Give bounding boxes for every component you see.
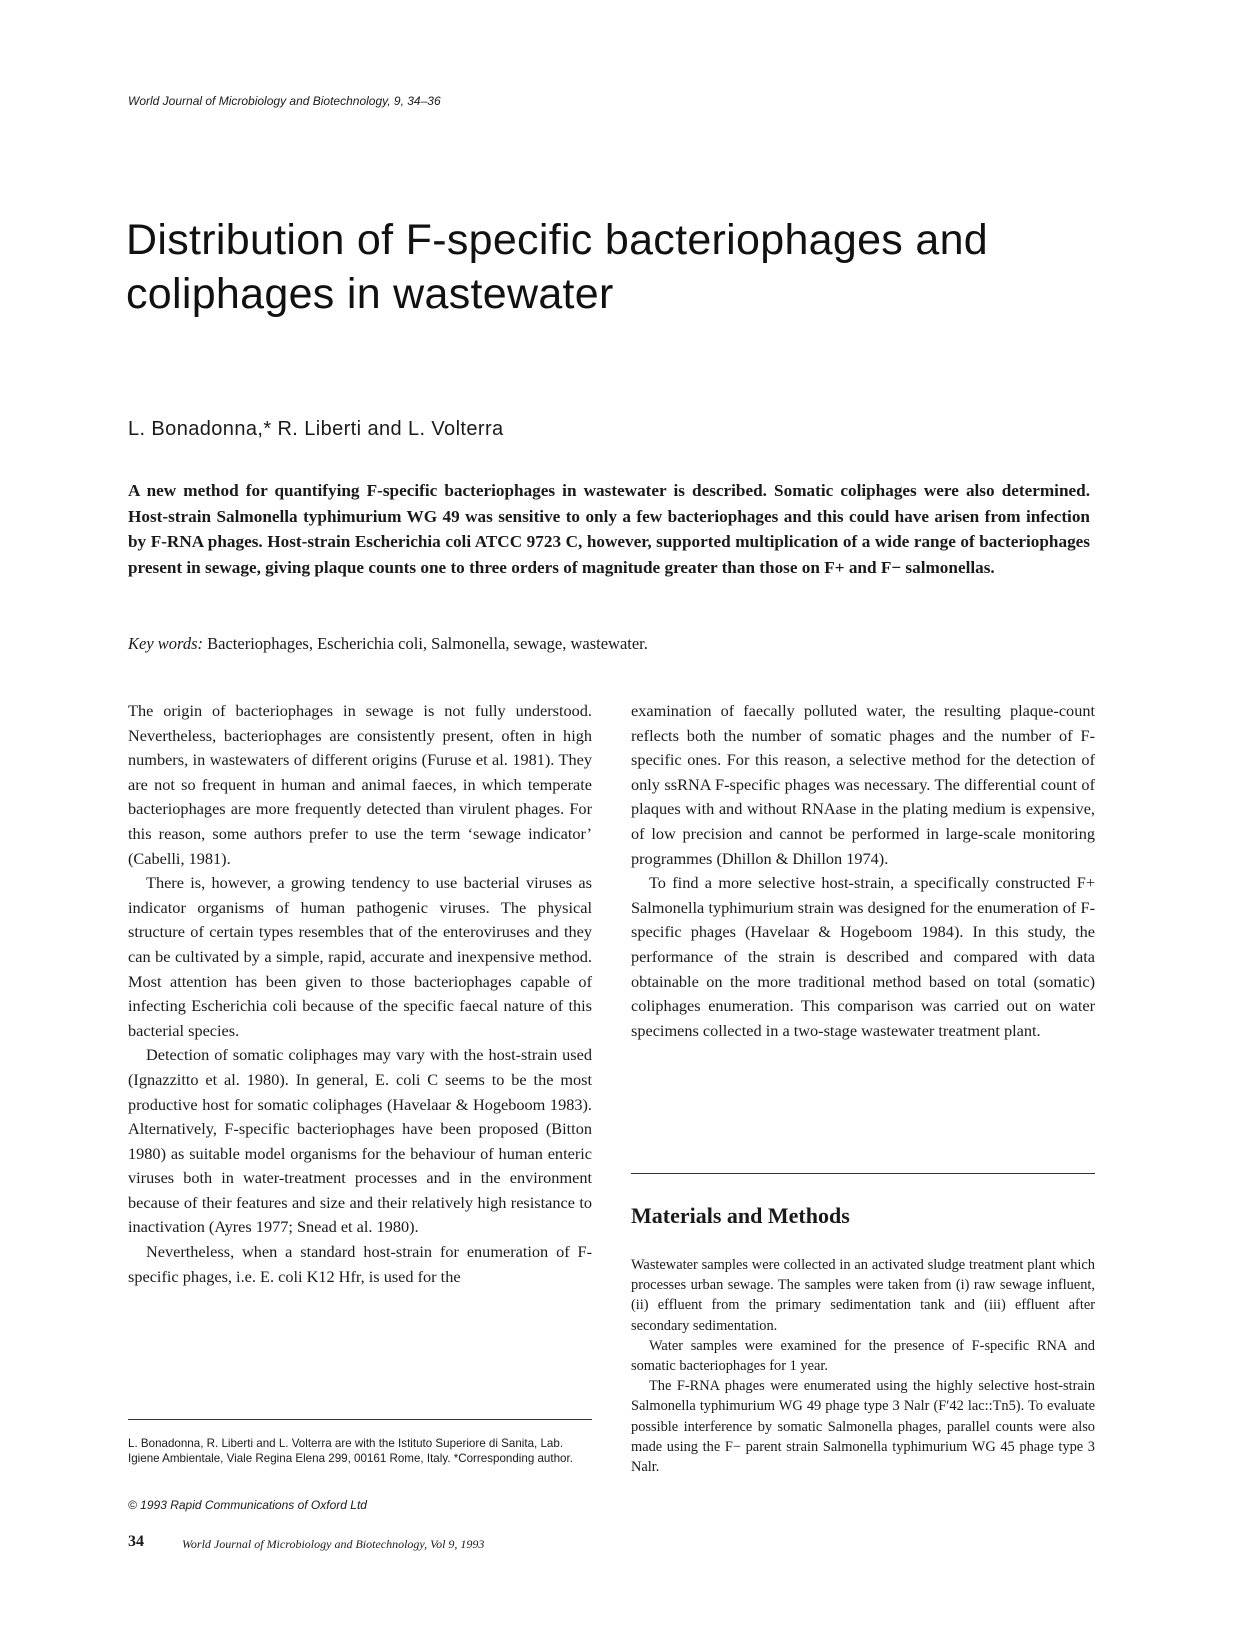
paragraph: There is, however, a growing tendency to use bacterial viruses as indicator organisms of human pathogenic viruses. The physical structure of certain types resembles that of the enteroviruses and they can be cultivated by a simple, rapid, accurate and inexpensive method. Most attention has been given to those bacteriophages capable of infecting Escherichia coli because of the specific faecal nature of this bacterial species. — [128, 873, 592, 1040]
authors: L. Bonadonna,* R. Liberti and L. Volterra — [128, 418, 504, 440]
keywords-text: Bacteriophages, Escherichia coli, Salmonella, sewage, wastewater. — [207, 634, 648, 653]
author-footnote: L. Bonadonna, R. Liberti and L. Volterra are with the Istituto Superiore di Sanita, Lab. Igiene Ambientale, Viale Regina Elena 299, 00161 Rome, Italy. *Corresponding author. — [128, 1437, 573, 1465]
paragraph: examination of faecally polluted water, the resulting plaque-count reflects both the number of somatic phages and the number of F-specific ones. For this reason, a selective method for the detection of only ssRNA F-specific phages was necessary. The differential count of plaques with and without RNAase in the plating medium is expensive, of low precision and cannot be performed in large-scale monitoring programmes (Dhillon & Dhillon 1974). — [631, 701, 1095, 868]
methods-text — [631, 1255, 1095, 1477]
left-column — [128, 699, 592, 1289]
paragraph: Detection of somatic coliphages may vary with the host-strain used (Ignazzitto et al. 1980). In general, E. coli C seems to be the most productive host for somatic coliphages (Havelaar & Hogeboom 1983). Alternatively, F-specific bacteriophages have been proposed (Bitton 1980) as suitable model organisms for the behaviour of human enteric viruses both in water-treatment processes and in the environment because of their features and size and their relatively high resistance to inactivation (Ayres 1977; Snead et al. 1980). — [128, 1045, 592, 1237]
keywords — [128, 633, 1090, 655]
footer-journal: World Journal of Microbiology and Biotechnology, Vol 9, 1993 — [182, 1537, 485, 1551]
page-number: 34 — [128, 1533, 144, 1550]
abstract: A new method for quantifying F-specific bacteriophages in wastewater is described. Somatic coliphages were also determined. Host-strain Salmonella typhimurium WG 49 was sensitive to only a few bacteriophages and this could have arisen from infection by F-RNA phages. Host-strain Escherichia coli ATCC 9723 C, however, supported multiplication of a wide range of bacteriophages present in sewage, giving plaque counts one to three orders of magnitude greater than those on F+ and F− salmonellas. — [128, 481, 1090, 577]
section-divider — [631, 1173, 1095, 1174]
paragraph: The origin of bacteriophages in sewage is not fully understood. Nevertheless, bacteriophages are consistently present, often in high numbers, in wastewaters of different origins (Furuse et al. 1981). They are not so frequent in human and animal faeces, in which temperate bacteriophages are more frequently detected than virulent phages. For this reason, some authors prefer to use the term ‘sewage indicator’ (Cabelli, 1981). — [128, 701, 592, 868]
journal-header: World Journal of Microbiology and Biotechnology, 9, 34–36 — [128, 94, 441, 108]
paragraph: Wastewater samples were collected in an activated sludge treatment plant which processes urban sewage. The samples were taken from (i) raw sewage influent, (ii) effluent from the primary sedimentation tank and (iii) effluent after secondary sedimentation. — [631, 1257, 1095, 1334]
section-heading-methods: Materials and Methods — [631, 1203, 850, 1228]
paragraph: The F-RNA phages were enumerated using the highly selective host-strain Salmonella typhimurium WG 49 phage type 3 Nalr (F′42 lac::Tn5). To evaluate possible interference by somatic Salmonella phages, parallel counts were also made using the F− parent strain Salmonella typhimurium WG 45 phage type 3 Nalr. — [631, 1378, 1095, 1476]
paragraph: Water samples were examined for the presence of F-specific RNA and somatic bacteriophages for 1 year. — [631, 1337, 1095, 1375]
paragraph: To find a more selective host-strain, a specifically constructed F+ Salmonella typhimurium strain was designed for the enumeration of F-specific phages (Havelaar & Hogeboom 1984). In this study, the performance of the strain is described and compared with data obtainable on the more traditional method based on total (somatic) coliphages enumeration. This comparison was carried out on water specimens collected in a two-stage wastewater treatment plant. — [631, 873, 1095, 1040]
footnote-divider — [128, 1419, 592, 1420]
article-title: Distribution of F-specific bacteriophages and coliphages in wastewater — [126, 216, 988, 318]
paragraph: Nevertheless, when a standard host-strain for enumeration of F-specific phages, i.e. E. coli K12 Hfr, is used for the — [128, 1242, 592, 1286]
copyright: © 1993 Rapid Communications of Oxford Ltd — [128, 1498, 367, 1512]
keywords-label: Key words: — [128, 634, 204, 653]
right-column — [631, 699, 1095, 1043]
